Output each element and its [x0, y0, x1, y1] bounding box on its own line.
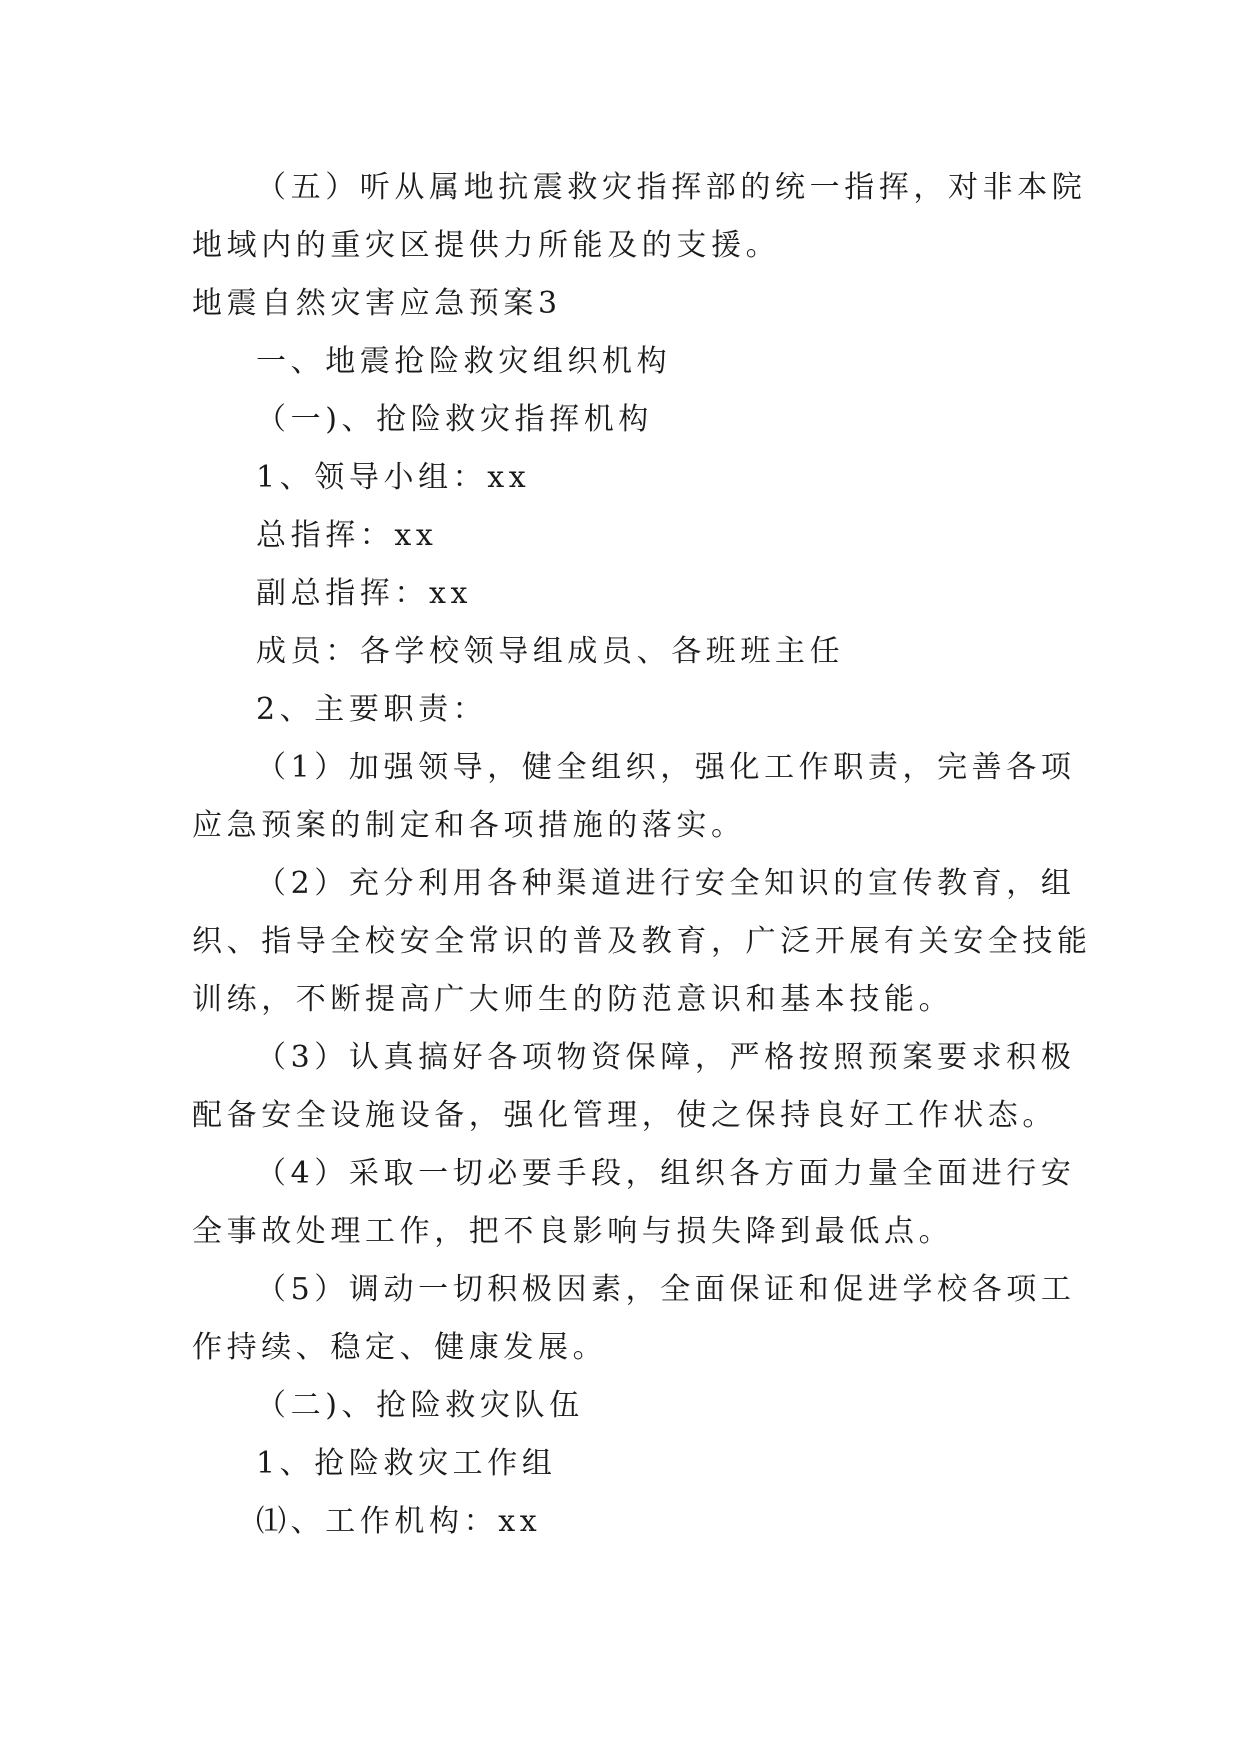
duty-5-line-2: 作持续、稳定、健康发展。	[192, 1330, 608, 1365]
section-title: 地震自然灾害应急预案3	[192, 286, 562, 321]
main-duties: 2、主要职责：	[256, 692, 488, 727]
duty-5-line-1: （5）调动一切积极因素，全面保证和促进学校各项工	[256, 1272, 1076, 1307]
deputy-commander: 副总指挥：xx	[256, 576, 473, 611]
work-organization: ⑴、工作机构：xx	[256, 1504, 542, 1539]
leadership-group: 1、领导小组：xx	[256, 460, 531, 495]
paragraph-5-line-2: 地域内的重灾区提供力所能及的支援。	[192, 228, 781, 263]
subheading-command: （一)、抢险救灾指挥机构	[256, 402, 653, 437]
duty-2-line-3: 训练，不断提高广大师生的防范意识和基本技能。	[192, 982, 954, 1017]
members: 成员：各学校领导组成员、各班班主任	[256, 634, 845, 669]
duty-2-line-2: 织、指导全校安全常识的普及教育，广泛开展有关安全技能	[192, 924, 1092, 959]
duty-1-line-1: （1）加强领导，健全组织，强化工作职责，完善各项	[256, 750, 1076, 785]
duty-1-line-2: 应急预案的制定和各项措施的落实。	[192, 808, 746, 843]
commander: 总指挥：xx	[256, 518, 438, 553]
duty-4-line-2: 全事故处理工作，把不良影响与损失降到最低点。	[192, 1214, 954, 1249]
duty-4-line-1: （4）采取一切必要手段，组织各方面力量全面进行安	[256, 1156, 1076, 1191]
duty-3-line-2: 配备安全设施设备，强化管理，使之保持良好工作状态。	[192, 1098, 1057, 1133]
paragraph-5-line-1: （五）听从属地抗震救灾指挥部的统一指挥，对非本院	[256, 170, 1087, 205]
rescue-work-group: 1、抢险救灾工作组	[256, 1446, 557, 1481]
duty-3-line-1: （3）认真搞好各项物资保障，严格按照预案要求积极	[256, 1040, 1076, 1075]
heading-organization: 一、地震抢险救灾组织机构	[256, 344, 672, 379]
duty-2-line-1: （2）充分利用各种渠道进行安全知识的宣传教育，组	[256, 866, 1076, 901]
subheading-team: （二)、抢险救灾队伍	[256, 1388, 584, 1423]
